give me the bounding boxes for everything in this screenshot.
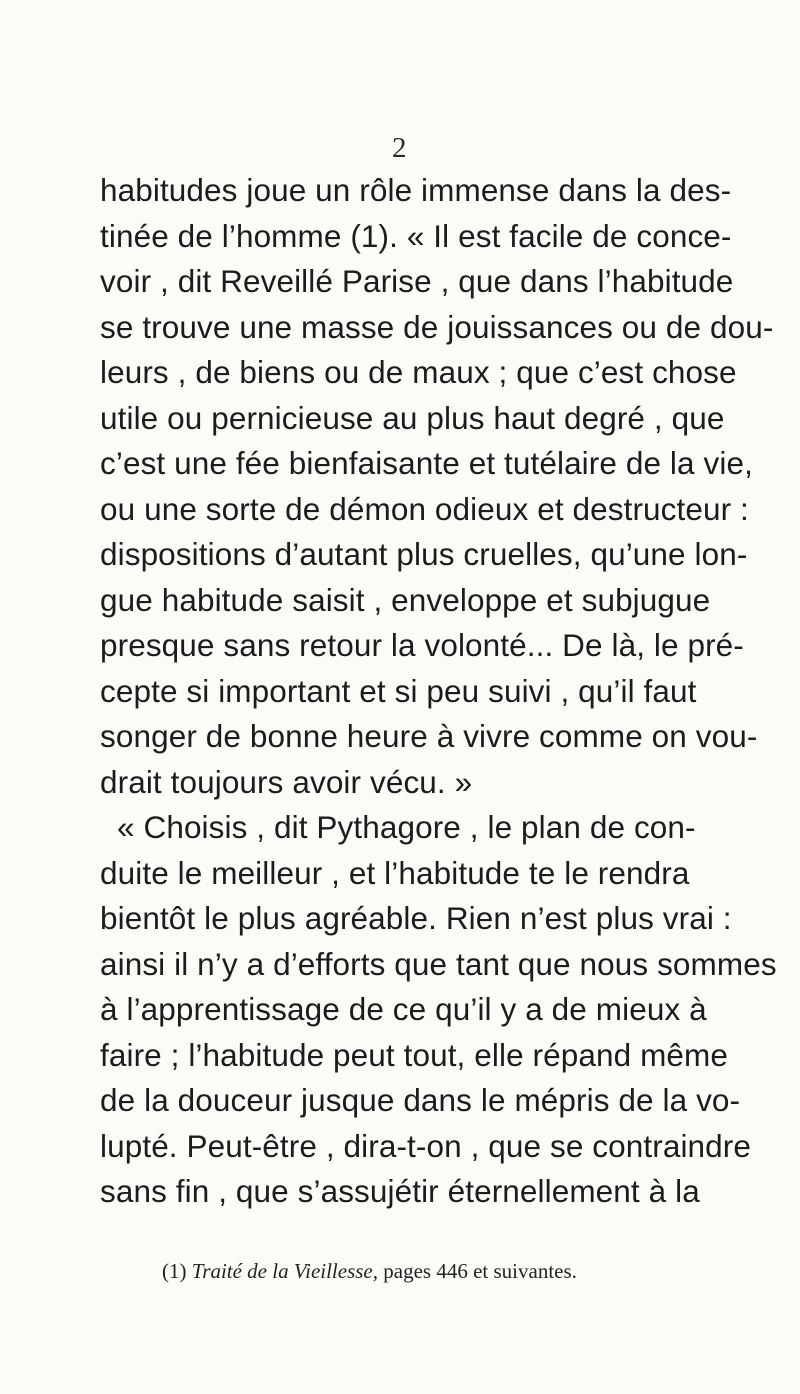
text-line: presque sans retour la volonté... De là, le pré- [100,627,744,663]
text-line: bientôt le plus agréable. Rien n’est plus vrai : [100,900,732,936]
text-line: utile ou pernicieuse au plus haut degré , que [100,399,725,436]
text-line: dispositions d’autant plus cruelles, qu’une lon- [100,536,748,572]
body-text [100,168,800,1215]
page-number: 2 [392,132,407,164]
footnote-title: Traité de la Vieillesse, [191,1259,379,1283]
text-line: à l’apprentissage de ce qu’il y a de mieux à [100,991,707,1027]
text-line: habitudes joue un rôle immense dans la des- [100,172,732,208]
text-line: songer de bonne heure à vivre comme on vou- [100,718,758,754]
text-line: voir , dit Reveillé Parise , que dans l’habitude [100,263,734,299]
text-line: lupté. Peut-être , dira-t-on , que se contraindre [100,1127,752,1164]
text-line: tinée de l’homme (1). « Il est facile de conce- [100,217,732,254]
text-line: leurs , de biens ou de maux ; que c’est chose [100,354,737,390]
text-line: ou une sorte de démon odieux et destructeur : [100,490,749,527]
text-line: de la douceur jusque dans le mépris de la vo- [100,1082,741,1118]
text-line: duite le meilleur , et l’habitude te le rendra [100,854,690,891]
text-line: faire ; l’habitude peut tout, elle répand même [100,1036,728,1073]
footnote-text: pages 446 et suivantes. [383,1259,577,1283]
text-line: ainsi il n’y a d’efforts que tant que nous sommes [100,945,777,982]
footnote [162,1258,577,1284]
footnote-marker: (1) [162,1259,187,1283]
text-line: « Choisis , dit Pythagore , le plan de con- [117,809,696,845]
text-line: drait toujours avoir vécu. » [100,763,473,800]
text-line: sans fin , que s’assujétir éternellement à la [100,1173,700,1209]
text-line: c’est une fée bienfaisante et tutélaire de la vie, [100,445,753,481]
text-line: se trouve une masse de jouissances ou de dou- [100,308,774,345]
text-line: cepte si important et si peu suivi , qu’il faut [100,672,697,709]
text-line: gue habitude saisit , enveloppe et subjugue [100,581,711,618]
